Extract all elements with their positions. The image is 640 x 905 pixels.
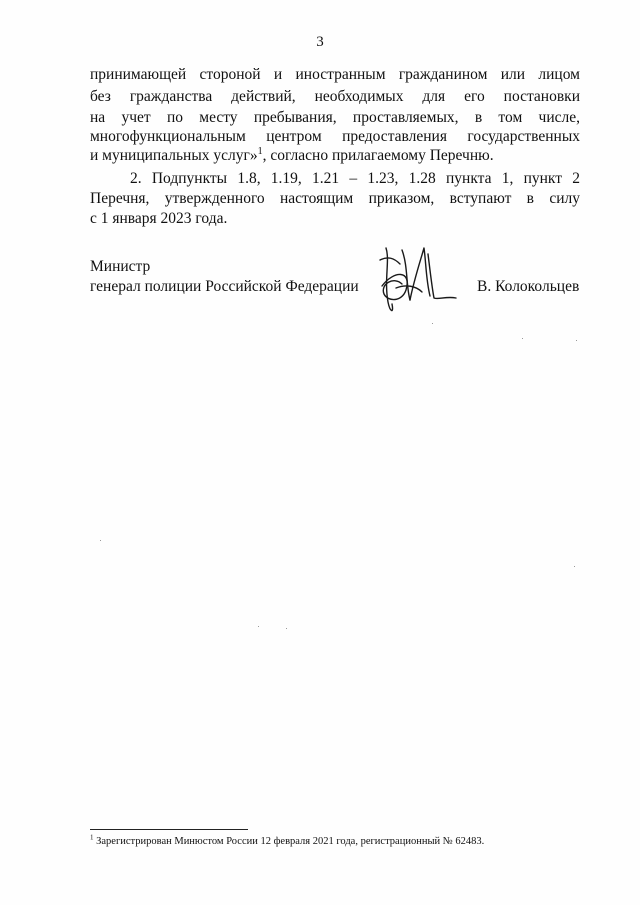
scan-speck [100,540,101,541]
footnote-reference: 1 [257,145,263,157]
scan-speck [258,626,259,627]
page-number: 3 [316,34,324,50]
paragraph-text: и муниципальных услуг» [90,147,258,164]
paragraph-line: на учет по месту пребывания, проставляемых, в том числе, [90,109,580,126]
paragraph-line: 2. Подпункты 1.8, 1.19, 1.21 – 1.23, 1.28 пункта 1, пункт 2 [130,170,580,187]
footnote [90,835,590,849]
footnote-separator [90,829,248,830]
footnote-text: Зарегистрирован Минюстом России 12 февраля 2021 года, регистрационный № 62483. [93,836,485,847]
scan-speck [286,628,287,629]
signatory-name: В. Колокольцев [477,278,580,295]
paragraph-text: , согласно прилагаемому Перечню. [262,147,494,164]
signatory-title: Министр [90,258,151,275]
paragraph-line: многофункциональным центром предоставления государственных [90,128,580,145]
scan-speck [522,338,523,339]
paragraph-line: без гражданства действий, необходимых для его постановки [90,88,580,105]
scan-speck [432,323,433,324]
paragraph-line: принимающей стороной и иностранным гражданином или лицом [90,66,580,83]
paragraph-line: Перечня, утвержденного настоящим приказом, вступают в силу [90,190,580,207]
handwritten-signature [372,240,462,320]
footnote-marker: 1 [90,833,94,842]
signatory-rank: генерал полиции Российской Федерации [90,278,359,295]
scan-speck [574,566,575,567]
scan-speck [576,340,577,341]
paragraph-last-line [90,146,580,166]
paragraph-line: с 1 января 2023 года. [90,210,228,227]
